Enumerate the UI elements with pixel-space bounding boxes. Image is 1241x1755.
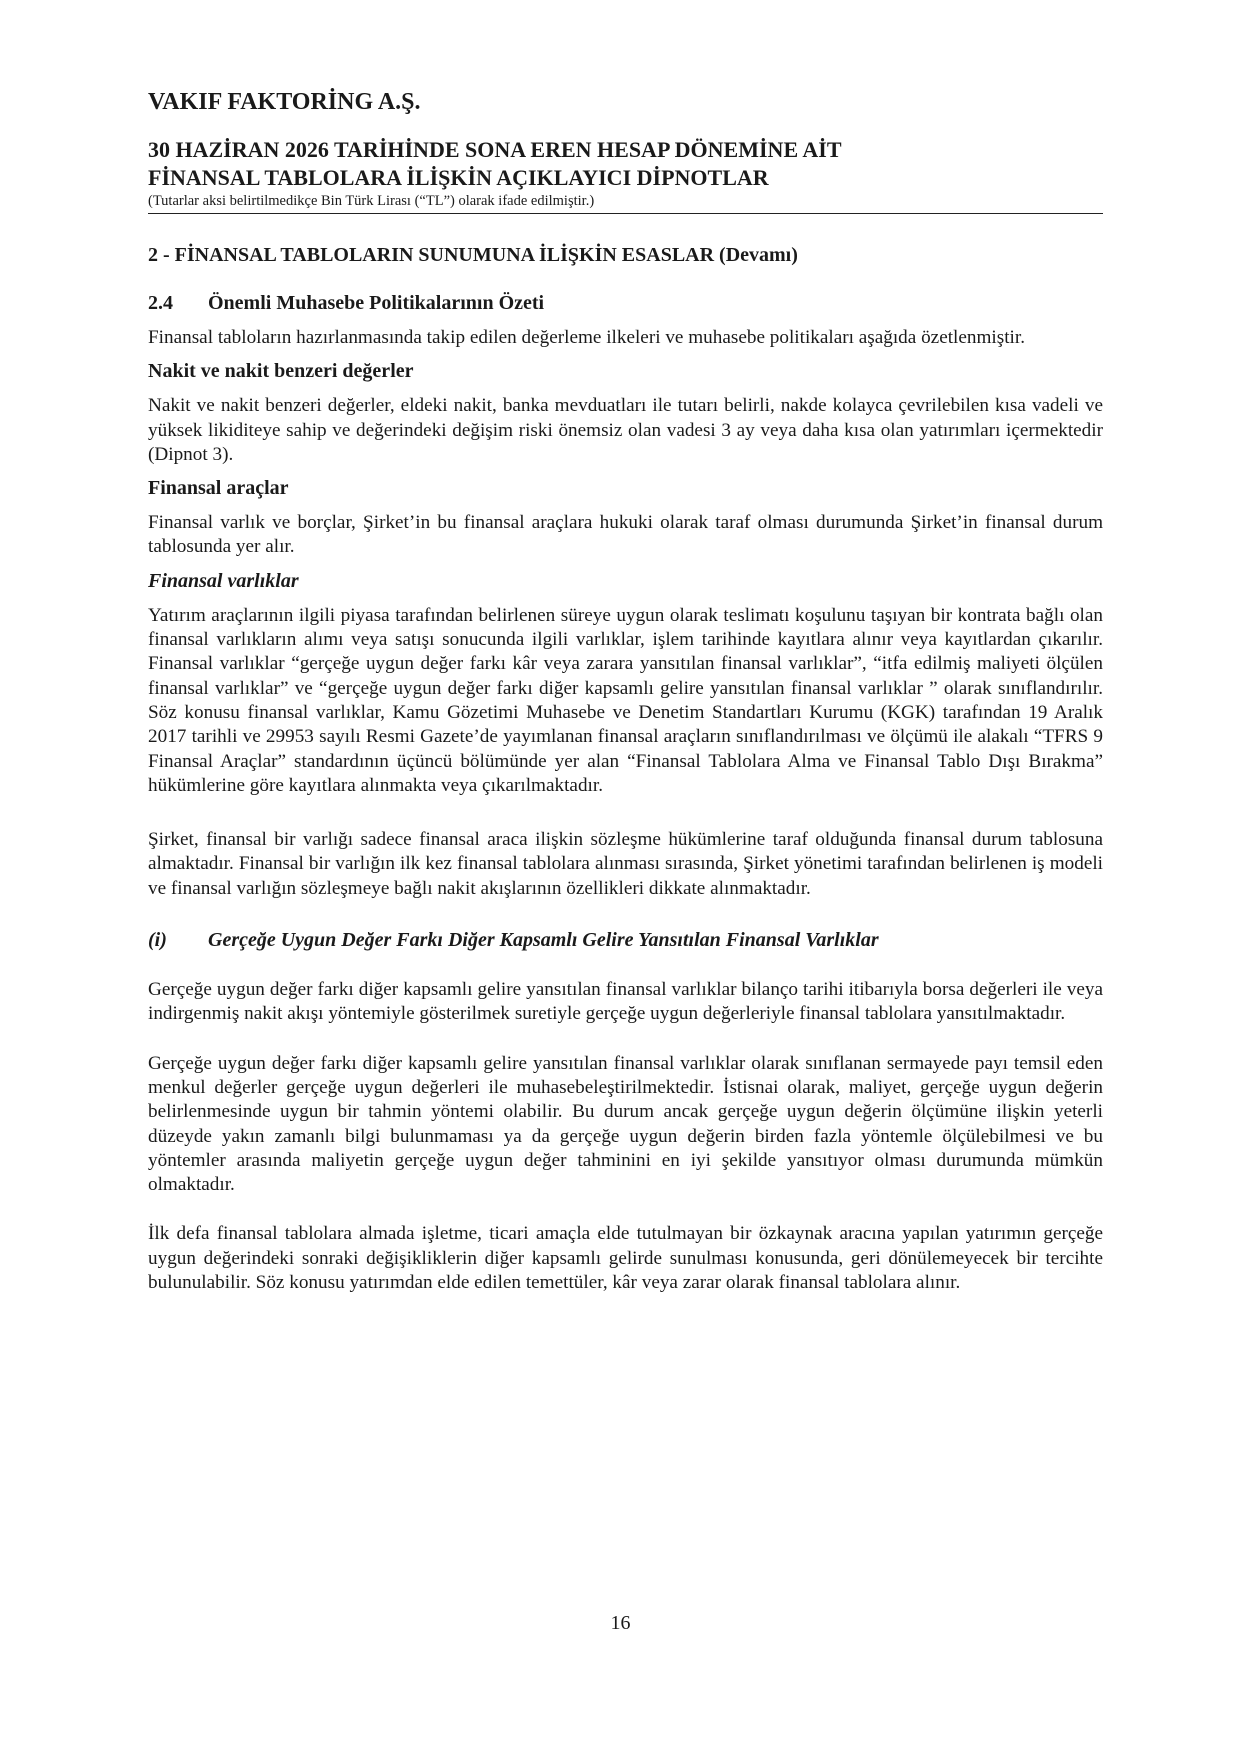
item-i-paragraph-1: Gerçeğe uygun değer farkı diğer kapsamlı gelire yansıtılan finansal varlıklar bilanço tarihi itibarıyla borsa değerleri ile veya indirgenmiş nakit akışı yöntemiyle gösterilmek suretiyle gerçeğe uygun değerleriyle finansal tablolara yansıtılmaktadır.	[148, 979, 1103, 1025]
section-heading: 2 - FİNANSAL TABLOLARIN SUNUMUNA İLİŞKİN ESASLAR (Devamı)	[148, 244, 798, 266]
cash-heading: Nakit ve nakit benzeri değerler	[148, 360, 414, 383]
item-i-paragraph-3: İlk defa finansal tablolara almada işletme, ticari amaçla elde tutulmayan bir özkaynak aracına yapılan yatırımın gerçeğe uygun değerindeki sonraki değişikliklerin diğer kapsamlı gelirde sunulması konusunda, geri dönülemeyecek bir tercihte bulunulabilir. Söz konusu yatırımdan elde edilen temettüler, kâr veya zarar olarak finansal tablolara alınır.	[148, 1223, 1103, 1294]
item-i-number: (i)	[148, 929, 167, 952]
instruments-paragraph: Finansal varlık ve borçlar, Şirket’in bu finansal araçlara hukuki olarak taraf olması durumunda Şirket’in finansal durum tablosunda yer alır.	[148, 512, 1103, 558]
instruments-heading: Finansal araçlar	[148, 477, 289, 500]
item-i-paragraph-2: Gerçeğe uygun değer farkı diğer kapsamlı gelire yansıtılan finansal varlıklar olarak sınıflanan sermayede payı temsil eden menkul değerler gerçeğe uygun değerleri ile muhasebeleştirilmektedir. İstisnai olarak, maliyet, gerçeğe uygun değerin belirlenmesinde uygun bir tahmin yöntemi olabilir. Bu durum ancak gerçeğe uygun değerin ölçümüne ilişkin yeterli düzeyde yakın zamanlı bilgi bulunmaması ya da gerçeğe uygun değerin birden fazla yöntemle ölçülebilmesi ve bu yöntemler arasında maliyetin gerçeğe uygun değer tahminini en iyi şekilde yansıtıyor olması durumunda mümkün olmaktadır.	[148, 1052, 1103, 1196]
subsection-number: 2.4	[148, 292, 173, 314]
cash-paragraph: Nakit ve nakit benzeri değerler, eldeki nakit, banka mevduatları ile tutarı belirli, nakde kolayca çevrilebilen kısa vadeli ve yüksek likiditeye sahip ve değerindeki değişim riski önemsiz olan vadesi 3 ay veya daha kısa olan yatırımları içermektedir (Dipnot 3).	[148, 395, 1103, 465]
subsection-heading	[148, 290, 1103, 316]
report-title-line2: FİNANSAL TABLOLARA İLİŞKİN AÇIKLAYICI DİPNOTLAR	[148, 165, 769, 190]
company-name: VAKIF FAKTORİNG A.Ş.	[148, 89, 421, 115]
report-subtitle: (Tutarlar aksi belirtilmedikçe Bin Türk Lirası (“TL”) olarak ifade edilmiştir.)	[148, 192, 1103, 214]
financial-assets-paragraph-2: Şirket, finansal bir varlığı sadece finansal araca ilişkin sözleşme hükümlerine taraf olduğunda finansal durum tablosuna almaktadır. Finansal bir varlığın ilk kez finansal tablolara alınması sırasında, Şirket yönetimi tarafından belirlenen iş modeli ve finansal varlığın sözleşmeye bağlı nakit akışlarının özellikleri dikkate alınmaktadır.	[148, 829, 1103, 899]
intro-paragraph: Finansal tabloların hazırlanmasında takip edilen değerleme ilkeleri ve muhasebe politikaları aşağıda özetlenmiştir.	[148, 327, 1025, 348]
report-title-line1: 30 HAZİRAN 2026 TARİHİNDE SONA EREN HESAP DÖNEMİNE AİT	[148, 137, 842, 162]
document-page	[148, 88, 1103, 1295]
financial-assets-heading: Finansal varlıklar	[148, 569, 299, 592]
subsection-title: Önemli Muhasebe Politikalarının Özeti	[208, 292, 545, 314]
financial-assets-paragraph-1: Yatırım araçlarının ilgili piyasa tarafından belirlenen süreye uygun olarak teslimatı koşulunu taşıyan bir kontrata bağlı olan finansal varlıkların alımı veya satışı sonucunda ilgili varlıklar, işlem tarihinde kayıtlara alınır veya kayıtlardan çıkarılır. Finansal varlıklar “gerçeğe uygun değer farkı kâr veya zarara yansıtılan finansal varlıklar”, “itfa edilmiş maliyeti ölçülen finansal varlıklar” ve “gerçeğe uygun değer farkı diğer kapsamlı gelire yansıtılan finansal varlıklar ” olarak sınıflandırılır. Söz konusu finansal varlıklar, Kamu Gözetimi Muhasebe ve Denetim Standartları Kurumu (KGK) tarafından 19 Aralık 2017 tarihli ve 29953 sayılı Resmi Gazete’de yayımlanan finansal araçların sınıflandırılması ve ölçümü ile alakalı “TFRS 9 Finansal Araçlar” standardının üçüncü bölümünde yer alan “Finansal Tablolara Alma ve Finansal Tablo Dışı Bırakma” hükümlerine göre kayıtlara alınmakta veya çıkarılmaktadır.	[148, 604, 1103, 796]
item-i-title: Gerçeğe Uygun Değer Farkı Diğer Kapsamlı Gelire Yansıtılan Finansal Varlıklar	[208, 929, 879, 952]
item-i-heading	[148, 927, 1103, 953]
page-number: 16	[610, 1612, 631, 1634]
